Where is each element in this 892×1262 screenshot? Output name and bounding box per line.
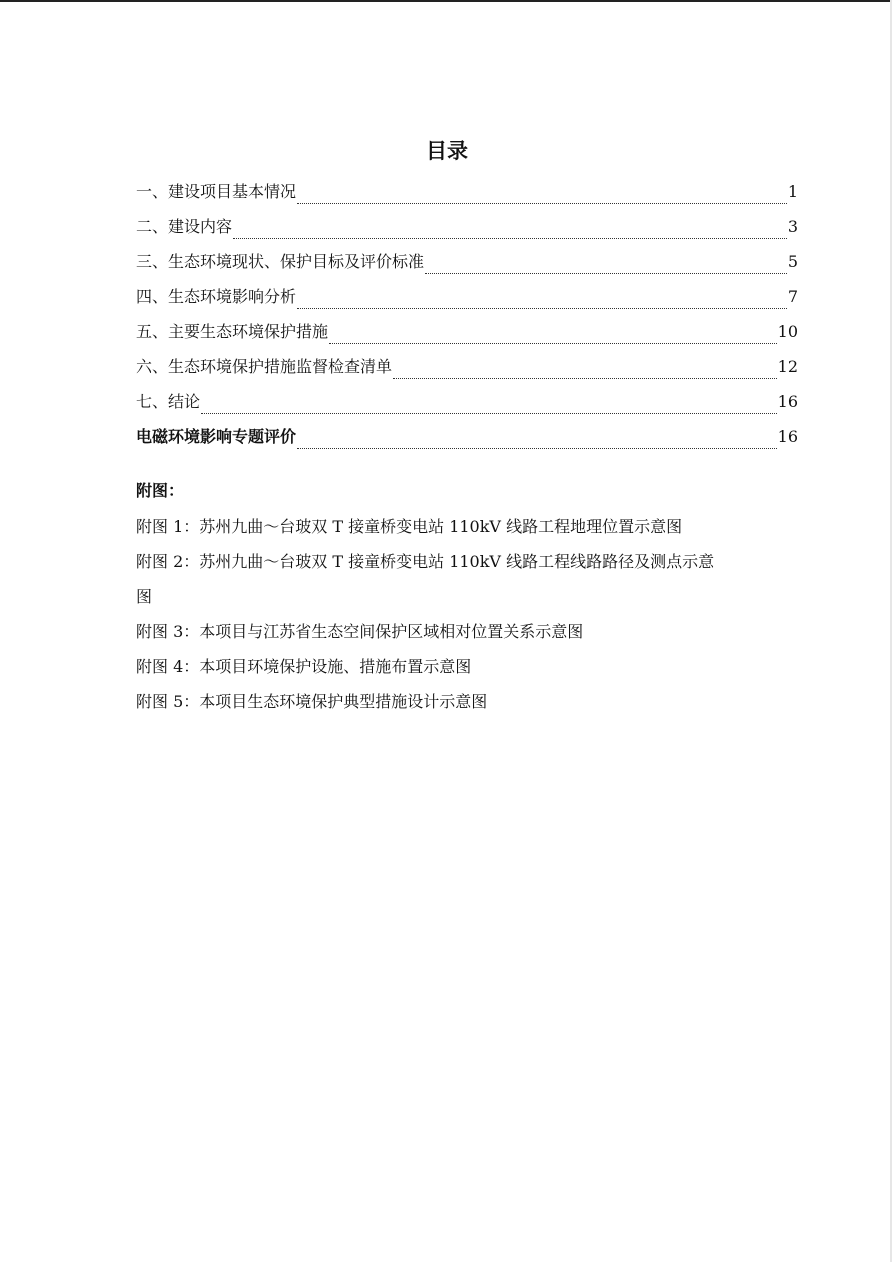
toc-entry-page: 5 xyxy=(787,252,798,271)
toc-entry[interactable] xyxy=(136,282,798,317)
toc-entry-page: 7 xyxy=(787,287,798,306)
toc-entry[interactable] xyxy=(136,177,798,212)
figure-item: 附图 2：苏州九曲～台玻双 T 接童桥变电站 110kV 线路工程线路路径及测点示意 xyxy=(136,552,715,571)
toc-entry-label: 七、结论 xyxy=(136,392,201,411)
toc-leader-dots xyxy=(297,302,787,309)
toc-leader-dots xyxy=(329,337,777,344)
toc-entry[interactable] xyxy=(136,352,798,387)
toc-entry-label: 五、主要生态环境保护措施 xyxy=(136,322,329,341)
toc-entry-label: 六、生态环境保护措施监督检查清单 xyxy=(136,357,393,376)
toc-entry-label: 电磁环境影响专题评价 xyxy=(136,427,297,446)
toc-entry-label: 二、建设内容 xyxy=(136,217,233,236)
toc-entry-label: 一、建设项目基本情况 xyxy=(136,182,297,201)
figures-heading: 附图： xyxy=(136,481,185,500)
toc-entry-page: 1 xyxy=(787,182,798,201)
toc-leader-dots xyxy=(425,267,787,274)
figure-item: 附图 1：苏州九曲～台玻双 T 接童桥变电站 110kV 线路工程地理位置示意图 xyxy=(136,517,683,536)
toc-entry-label: 三、生态环境现状、保护目标及评价标准 xyxy=(136,252,425,271)
toc-entry-page: 16 xyxy=(777,427,798,446)
toc-leader-dots xyxy=(233,232,787,239)
page-top-border xyxy=(0,0,892,2)
toc-leader-dots xyxy=(297,442,777,449)
figures-list xyxy=(136,509,776,719)
toc-entry[interactable] xyxy=(136,247,798,282)
figure-item: 附图 3：本项目与江苏省生态空间保护区域相对位置关系示意图 xyxy=(136,622,584,641)
figure-item: 附图 5：本项目生态环境保护典型措施设计示意图 xyxy=(136,692,488,711)
toc-entry[interactable] xyxy=(136,317,798,352)
toc-entry[interactable] xyxy=(136,212,798,247)
toc-entry-page: 16 xyxy=(777,392,798,411)
toc-entry-page: 12 xyxy=(777,357,798,376)
figure-item-continuation: 图 xyxy=(136,587,153,606)
toc-leader-dots xyxy=(297,197,787,204)
toc-title: 目录 xyxy=(426,139,468,163)
toc-list xyxy=(136,177,798,457)
toc-entry-special-evaluation[interactable] xyxy=(136,422,798,457)
figure-item: 附图 4：本项目环境保护设施、措施布置示意图 xyxy=(136,657,472,676)
toc-entry[interactable] xyxy=(136,387,798,422)
toc-entry-page: 3 xyxy=(787,217,798,236)
toc-entry-label: 四、生态环境影响分析 xyxy=(136,287,297,306)
toc-leader-dots xyxy=(393,372,777,379)
toc-entry-page: 10 xyxy=(777,322,798,341)
toc-leader-dots xyxy=(201,407,777,414)
